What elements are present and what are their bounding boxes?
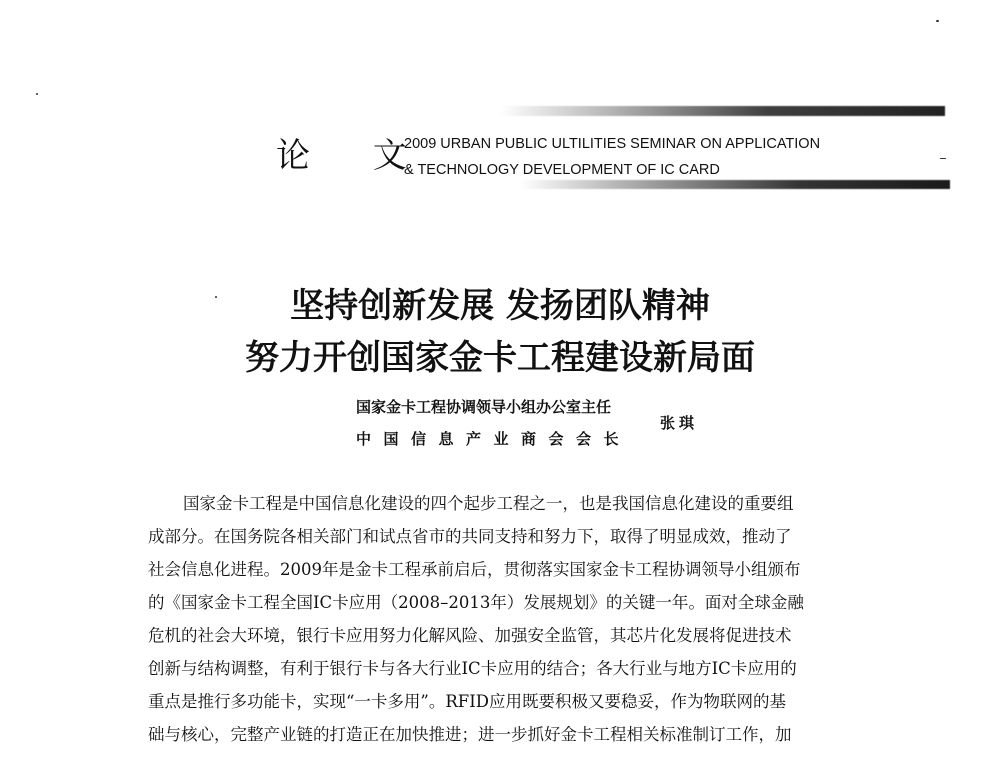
scan-speck	[940, 158, 946, 159]
scan-speck	[36, 93, 38, 95]
seminar-title-line-1: 2009 URBAN PUBLIC ULTILITIES SEMINAR ON APPLICATION	[404, 136, 821, 152]
section-label: 论 文	[276, 136, 433, 176]
body-line: 重点是推行多功能卡，实现“一卡多用”。RFID应用既要积极又要稳妥，作为物联网的基	[148, 692, 786, 711]
scan-speck	[215, 296, 217, 298]
header-rule-top	[500, 106, 945, 116]
body-line: 成部分。在国务院各相关部门和试点省市的共同支持和努力下，取得了明显成效，推动了	[148, 527, 792, 546]
seminar-title-line-2: & TECHNOLOGY DEVELOPMENT OF IC CARD	[404, 162, 720, 178]
article-title	[0, 280, 1000, 384]
author-role-1: 国家金卡工程协调领导小组办公室主任	[356, 398, 612, 416]
body-line: 创新与结构调整，有利于银行卡与各大行业IC卡应用的结合；各大行业与地方IC卡应用的	[148, 659, 797, 678]
scan-speck	[936, 20, 939, 22]
article-title-line-1: 坚持创新发展 发扬团队精神	[290, 286, 710, 326]
body-line: 国家金卡工程是中国信息化建设的四个起步工程之一，也是我国信息化建设的重要组	[183, 494, 794, 513]
author-role-2: 中国信息产业商会会长	[356, 430, 632, 448]
body-line: 社会信息化进程。2009年是金卡工程承前启后，贯彻落实国家金卡工程协调领导小组颁布	[148, 560, 801, 579]
author-name: 张琪	[660, 414, 699, 432]
body-line: 础与核心，完整产业链的打造正在加快推进；进一步抓好金卡工程相关标准制订工作，加	[148, 725, 792, 744]
header-rule-bottom	[520, 180, 950, 189]
body-paragraph	[148, 487, 848, 751]
seminar-title-english	[404, 131, 820, 183]
article-title-line-2: 努力开创国家金卡工程建设新局面	[245, 338, 755, 378]
body-line: 的《国家金卡工程全国IC卡应用（2008–2013年）发展规划》的关键一年。面对全球金融	[148, 593, 804, 612]
body-line: 危机的社会大环境，银行卡应用努力化解风险、加强安全监管，其芯片化发展将促进技术	[148, 626, 792, 645]
